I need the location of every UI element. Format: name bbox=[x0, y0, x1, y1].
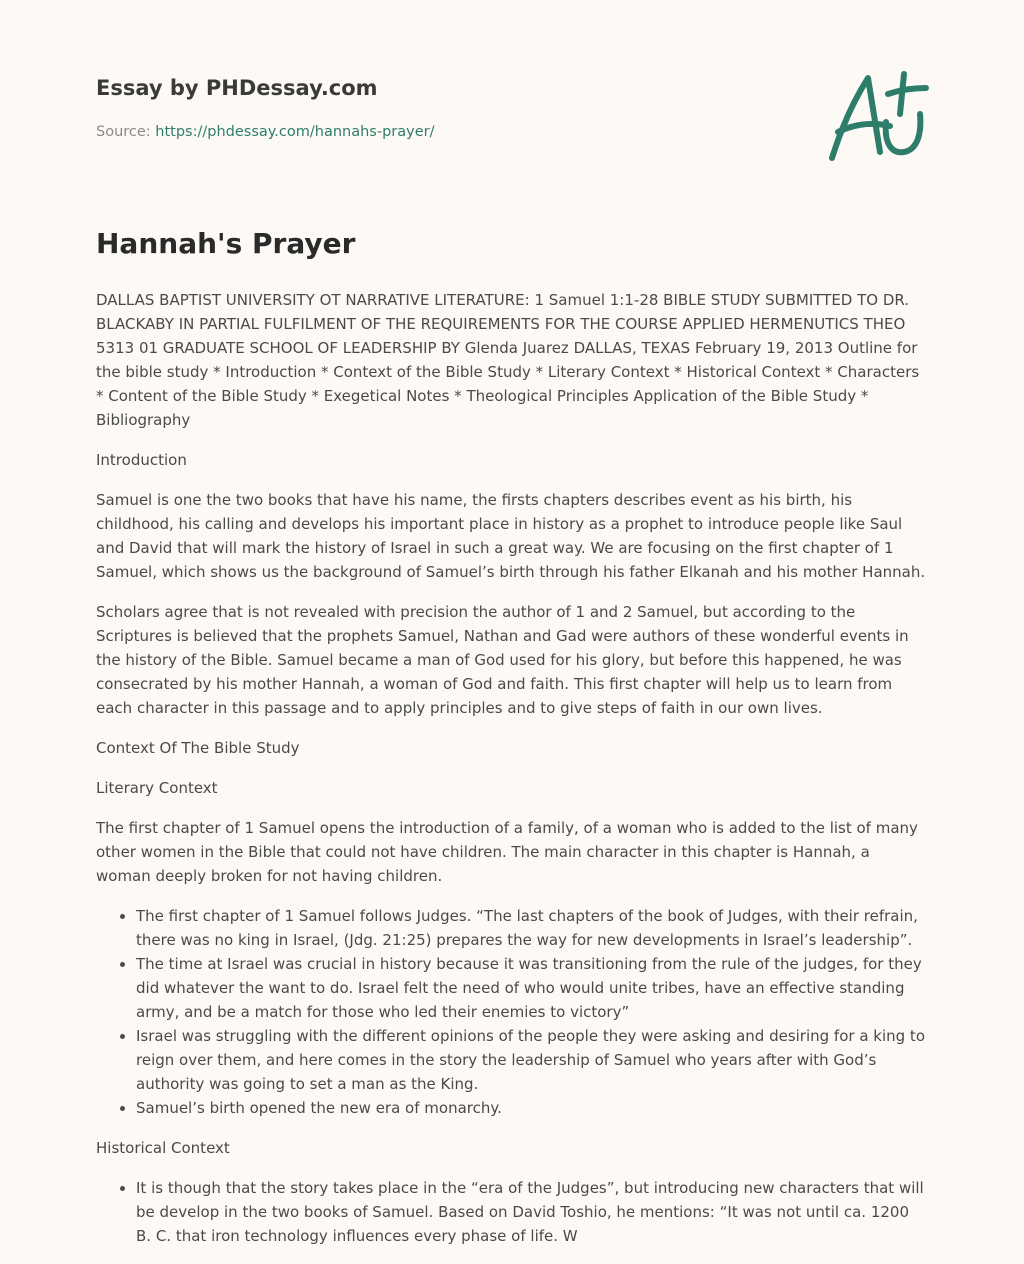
site-title: Essay by PHDessay.com bbox=[96, 76, 378, 100]
paragraph: Scholars agree that is not revealed with precision the author of 1 and 2 Samuel, but according to the Scriptures is believed that the prophets Samuel, Nathan and Gad were authors of these wonderful events in the history of the Bible. Samuel became a man of God used for his glory, but before this happened, he was consecrated by his mother Hannah, a woman of God and faith. This first chapter will help us to learn from each character in this passage and to apply principles and to give steps of faith in our own lives. bbox=[96, 603, 909, 717]
paragraph: The first chapter of 1 Samuel opens the introduction of a family, of a woman who is added to the list of many other women in the Bible that could not have children. The main character in this chapter is Hannah, a woman deeply broken for not having children. bbox=[96, 819, 918, 885]
section-heading-introduction: Introduction bbox=[96, 451, 187, 469]
section-heading-literary: Literary Context bbox=[96, 779, 218, 797]
section-heading-historical: Historical Context bbox=[96, 1139, 230, 1157]
list-item: • The time at Israel was crucial in history because it was transitioning from the rule of the judges, for they did whatever the want to do. Israel felt the need of who would unite tribes, have an effective standing army, and be a match for those who led their enemies to victory” bbox=[136, 952, 928, 1024]
source-label: Source: bbox=[96, 124, 151, 140]
header bbox=[96, 76, 928, 140]
a-plus-logo-icon bbox=[820, 66, 930, 166]
historical-list bbox=[96, 1176, 928, 1248]
list-item: • Samuel’s birth opened the new era of monarchy. bbox=[136, 1096, 928, 1120]
section-heading-context: Context Of The Bible Study bbox=[96, 739, 300, 757]
list-item: • The first chapter of 1 Samuel follows Judges. “The last chapters of the book of Judges, with their refrain, there was no king in Israel, (Jdg. 21:25) prepares the way for new developments in Israel’s leadership”. bbox=[136, 904, 928, 952]
paragraph: Samuel is one the two books that have his name, the firsts chapters describes event as his birth, his childhood, his calling and develops his important place in history as a prophet to introduce people like Saul and David that will mark the history of Israel in such a great way. We are focusing on the first chapter of 1 Samuel, which shows us the background of Samuel’s birth through his father Elkanah and his mother Hannah. bbox=[96, 491, 926, 581]
list-item: • Israel was struggling with the different opinions of the people they were asking and desiring for a king to reign over them, and here comes in the story the leadership of Samuel who years after with God’s authority was going to set a man as the King. bbox=[136, 1024, 928, 1096]
literary-list bbox=[96, 904, 928, 1120]
list-item: • It is though that the story takes place in the “era of the Judges”, but introducing new characters that will be develop in the two books of Samuel. Based on David Toshio, he mentions: “It was not until ca. 1200 B. C. that iron technology influences every phase of life. W bbox=[136, 1176, 928, 1248]
source-link[interactable]: https://phdessay.com/hannahs-prayer/ bbox=[155, 124, 435, 140]
source-line bbox=[96, 124, 434, 140]
article-intro: DALLAS BAPTIST UNIVERSITY OT NARRATIVE LITERATURE: 1 Samuel 1:1-28 BIBLE STUDY SUBMITTED TO DR. BLACKABY IN PARTIAL FULFILMENT OF THE REQUIREMENTS FOR THE COURSE APPLIED HERMENUTICS THEO 5313 01 GRADUATE SCHOOL OF LEADERSHIP BY Glenda Juarez DALLAS, TEXAS February 19, 2013 Outline for the bible study * Introduction * Context of the Bible Study * Literary Context * Historical Context * Characters * Content of the Bible Study * Exegetical Notes * Theological Principles Application of the Bible Study * Bibliography bbox=[96, 291, 920, 429]
article bbox=[96, 226, 928, 1264]
article-title: Hannah's Prayer bbox=[96, 227, 356, 260]
